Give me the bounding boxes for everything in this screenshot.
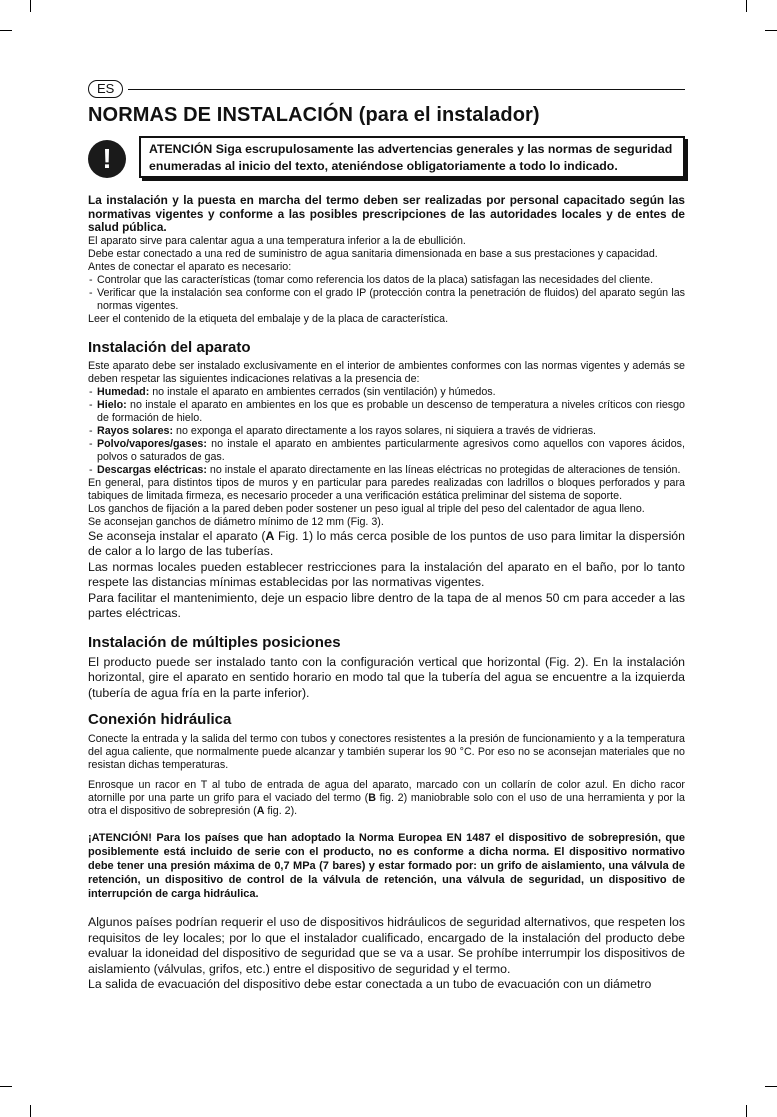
warning-callout (88, 136, 685, 182)
crop-mark (765, 1086, 777, 1087)
section-heading: Instalación de múltiples posiciones (88, 633, 341, 651)
main-content (88, 194, 685, 993)
installation-paragraph: En general, para distintos tipos de muros y en particular para paredes realizadas con ladrillos o bloques perforados y para tabiques de limitada firmeza, es necesario proceder a una verificación estática preliminar del sistema de soporte. (88, 476, 685, 502)
hydraulic-paragraph: Conecte la entrada y la salida del termo con tubos y conectores resistentes a la presión de funcionamiento y a la temperatura del agua caliente, que normalmente puede alcanzar y también superar los 90 °C. Por eso no se aconsejan materiales que no resistan dichas temperaturas. (88, 733, 685, 771)
hydraulic-paragraph: Algunos países podrían requerir el uso de dispositivos hidráulicos de seguridad alternativos, que respeten los requisitos de ley locales; por lo que el instalador cualificado, encargado de la instalación del producto debe evaluar la idoneidad del dispositivo de seguridad que se va a usar. Se prohíbe interrumpir los dispositivos de aislamiento (válvulas, grifos, etc.) entre el dispositivo de seguridad y el termo. (88, 915, 685, 976)
crop-mark (765, 30, 777, 31)
crop-mark (746, 0, 747, 12)
intro-list (88, 274, 685, 313)
exclamation-icon: ! (88, 140, 126, 178)
language-badge: ES (88, 80, 123, 98)
page-title: NORMAS DE INSTALACIÓN (para el instalador) (88, 104, 540, 126)
multi-paragraph: El producto puede ser instalado tanto con la configuración vertical que horizontal (Fig. 2). En la instalación horizontal, gire el aparato en sentido horario en modo tal que la tubería del agua se encuentre a la izquierda (tubería de agua fría en la parte inferior). (88, 654, 685, 700)
hydraulic-paragraph: Enrosque un racor en T al tubo de entrada de agua del aparato, marcado con un collarín de color azul. En dicho racor atornille por una parte un grifo para el vaciado del termo (B fig. 2) maniobrable solo con el uso de una herramienta y por la otra el dispositivo de sobrepresión (A fig. 2). (88, 779, 685, 817)
hydraulic-warning: ¡ATENCIÓN! Para los países que han adoptado la Norma Europea EN 1487 el dispositivo de sobrepresión, que posiblemente está incluido de serie con el producto, no es conforme a dicha norma. El dispositivo normativo debe tener una presión máxima de 0,7 MPa (7 bares) y estar formado por: un grifo de aislamiento, una válvula de retención, un dispositivo de control de la válvula de retención, una válvula de seguridad, un dispositivo de interrupción de carga hidráulica. (88, 832, 685, 900)
installation-paragraph: Para facilitar el mantenimiento, deje un espacio libre dentro de la tapa de al menos 50 cm para acceder a las partes eléctricas. (88, 590, 685, 620)
language-header (88, 80, 685, 98)
intro-paragraph: Leer el contenido de la etiqueta del embalaje y de la placa de característica. (88, 312, 449, 325)
warning-text: ATENCIÓN Siga escrupulosamente las advertencias generales y las normas de seguridad enumeradas al inicio del texto, ateniéndose obligatoriamente a todo lo indicado. (139, 136, 685, 178)
installation-paragraph: Se aconsejan ganchos de diámetro mínimo de 12 mm (Fig. 3). (88, 515, 384, 528)
list-item: - Controlar que las características (tomar como referencia los datos de la placa) satisfagan las necesidades del cliente. (88, 274, 685, 287)
section-heading: Instalación del aparato (88, 338, 251, 356)
list-item: - Rayos solares: no exponga el aparato directamente a los rayos solares, ni siquiera a través de vidrieras. (88, 425, 685, 438)
intro-lead: La instalación y la puesta en marcha del termo deben ser realizadas por personal capacitado según las normativas vigentes y conforme a las posibles prescripciones de las autoridades locales y de entes de salud pública. (88, 193, 685, 234)
list-item: - Hielo: no instale el aparato en ambientes en los que es probable un descenso de temperatura a niveles críticos con riesgo de formación de hielo. (88, 399, 685, 425)
section-heading: Conexión hidráulica (88, 711, 232, 728)
installation-intro: Este aparato debe ser instalado exclusivamente en el interior de ambientes conformes con las normas vigentes y además se deben respetar las siguientes indicaciones relativas a la presencia de: (88, 359, 685, 385)
hydraulic-paragraph: La salida de evacuación del dispositivo debe estar conectada a un tubo de evacuación con un diámetro (88, 977, 652, 991)
intro-paragraph: El aparato sirve para calentar agua a una temperatura inferior a la de ebullición. (88, 234, 466, 247)
list-item: - Polvo/vapores/gases: no instale el aparato en ambientes particularmente agresivos como aquellos con vapores ácidos, polvos o saturados de gas. (88, 438, 685, 464)
header-rule (128, 89, 685, 90)
crop-mark (0, 30, 12, 31)
intro-paragraph: Antes de conectar el aparato es necesario: (88, 260, 292, 273)
list-item: - Humedad: no instale el aparato en ambientes cerrados (sin ventilación) y húmedos. (88, 386, 685, 399)
list-item: - Verificar que la instalación sea conforme con el grado IP (protección contra la penetración de fluidos) del aparato según las normas vigentes. (88, 287, 685, 313)
list-item: - Descargas eléctricas: no instale el aparato directamente en las líneas eléctricas no protegidas de alteraciones de tensión. (88, 464, 685, 477)
crop-mark (30, 1105, 31, 1117)
crop-mark (746, 1105, 747, 1117)
intro-paragraph: Debe estar conectado a una red de suministro de agua sanitaria dimensionada en base a sus prestaciones y capacidad. (88, 247, 658, 260)
installation-list (88, 386, 685, 477)
installation-paragraph: Los ganchos de fijación a la pared deben poder sostener un peso igual al triple del peso del calentador de agua lleno. (88, 502, 645, 515)
installation-paragraph: Se aconseja instalar el aparato (A Fig. 1) lo más cerca posible de los puntos de uso para limitar la dispersión de calor a lo largo de las tuberías. (88, 528, 685, 558)
crop-mark (0, 1086, 12, 1087)
crop-mark (30, 0, 31, 12)
installation-paragraph: Las normas locales pueden establecer restricciones para la instalación del aparato en el baño, por lo tanto respete las distancias mínimas establecidas por las normativas vigentes. (88, 559, 685, 589)
